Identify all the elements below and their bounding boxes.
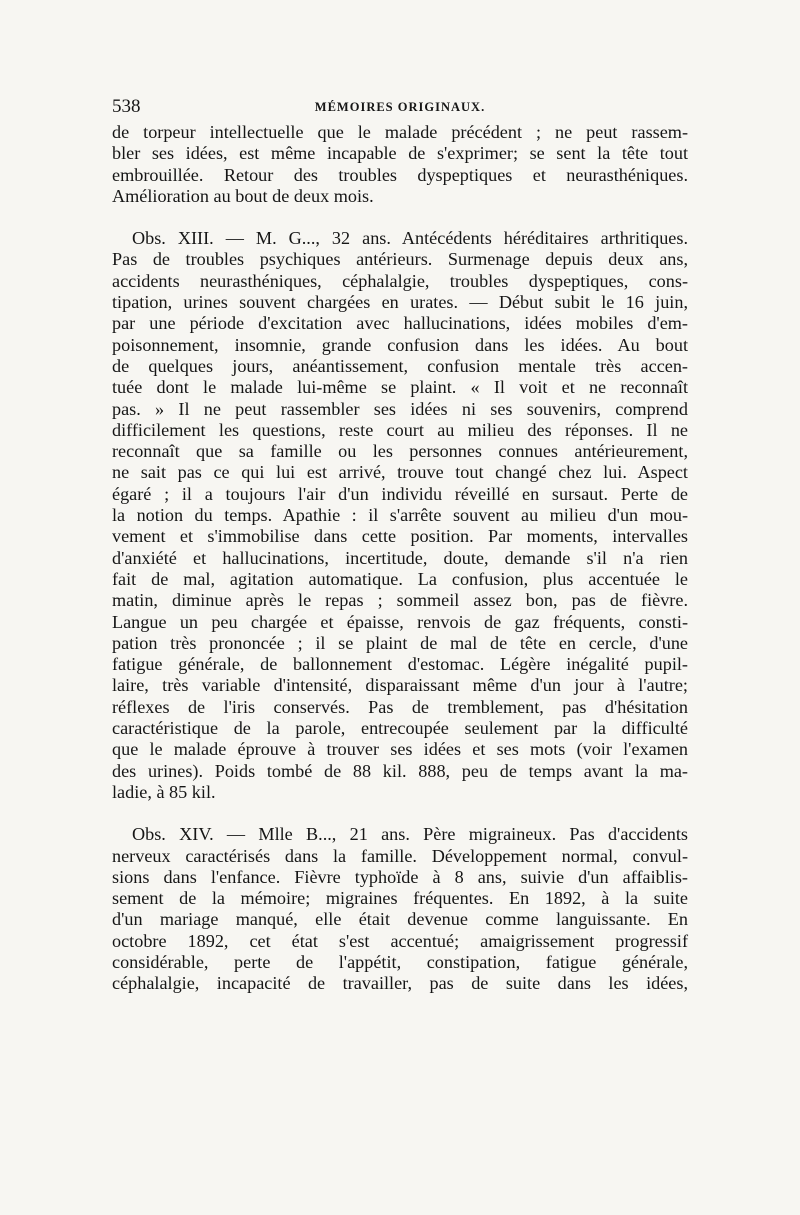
text-line: ladie, à 85 kil. bbox=[112, 781, 216, 802]
observation-xiii bbox=[112, 228, 688, 803]
text-line: tuée dont le malade lui-même se plaint. « Il voit et ne reconnaît bbox=[112, 377, 688, 398]
page-number: 538 bbox=[112, 96, 141, 117]
text-line: nerveux caractérisés dans la famille. Développement normal, convul- bbox=[112, 845, 688, 866]
text-line: reconnaît que sa famille ou les personnes connues antérieurement, bbox=[112, 441, 688, 462]
text-line: d'un mariage manqué, elle était devenue comme languissante. En bbox=[112, 909, 688, 930]
text-line: réflexes de l'iris conservés. Pas de tremblement, pas d'hésitation bbox=[112, 696, 688, 717]
running-head bbox=[112, 96, 688, 122]
text-line: poisonnement, insomnie, grande confusion dans les idées. Au bout bbox=[112, 334, 688, 355]
text-line: Obs. XIII. — M. G..., 32 ans. Antécédents héréditaires arthritiques. bbox=[132, 228, 688, 249]
text-line: tipation, urines souvent chargées en urates. — Début subit le 16 juin, bbox=[112, 292, 688, 313]
text-line: caractéristique de la parole, entrecoupée seulement par la difficulté bbox=[112, 718, 688, 739]
observation-xiv bbox=[112, 824, 688, 994]
text-line: ne sait pas ce qui lui est arrivé, trouve tout changé chez lui. Aspect bbox=[112, 462, 688, 483]
text-line: égaré ; il a toujours l'air d'un individu réveillé en sursaut. Perte de bbox=[112, 483, 688, 504]
text-line: fait de mal, agitation automatique. La confusion, plus accentuée le bbox=[112, 568, 688, 589]
running-title: MÉMOIRES ORIGINAUX. bbox=[314, 100, 486, 114]
text-line: difficilement les questions, reste court au milieu des réponses. Il ne bbox=[112, 419, 688, 440]
book-page bbox=[112, 96, 688, 995]
text-line: céphalalgie, incapacité de travailler, pas de suite dans les idées, bbox=[112, 973, 688, 994]
text-line: accidents neurasthéniques, céphalalgie, troubles dyspeptiques, cons- bbox=[112, 270, 688, 291]
text-line: que le malade éprouve à trouver ses idées et ses mots (voir l'examen bbox=[112, 739, 688, 760]
text-line: de torpeur intellectuelle que le malade précédent ; ne peut rassem- bbox=[112, 122, 688, 142]
paragraph-continuation bbox=[112, 122, 688, 207]
text-line: vement et s'immobilise dans cette position. Par moments, intervalles bbox=[112, 526, 688, 547]
text-line: des urines). Poids tombé de 88 kil. 888, peu de temps avant la ma- bbox=[112, 760, 688, 781]
text-line: fatigue générale, de ballonnement d'estomac. Légère inégalité pupil- bbox=[112, 654, 688, 675]
text-line: octobre 1892, cet état s'est accentué; amaigrissement progressif bbox=[112, 930, 688, 951]
text-line: sions dans l'enfance. Fièvre typhoïde à 8 ans, suivie d'un affaiblis- bbox=[112, 866, 688, 887]
text-line: de quelques jours, anéantissement, confusion mentale très accen- bbox=[112, 355, 688, 376]
text-line: Pas de troubles psychiques antérieurs. Surmenage depuis deux ans, bbox=[112, 249, 688, 270]
text-line: Obs. XIV. — Mlle B..., 21 ans. Père migraineux. Pas d'accidents bbox=[132, 824, 688, 845]
text-line: bler ses idées, est même incapable de s'exprimer; se sent la tête tout bbox=[112, 143, 688, 164]
text-line: considérable, perte de l'appétit, constipation, fatigue générale, bbox=[112, 951, 688, 972]
text-line: Langue un peu chargée et épaisse, renvois de gaz fréquents, consti- bbox=[112, 611, 688, 632]
text-line: pas. » Il ne peut rassembler ses idées ni ses souvenirs, comprend bbox=[112, 398, 688, 419]
text-line: la notion du temps. Apathie : il s'arrête souvent au milieu d'un mou- bbox=[112, 505, 688, 526]
text-line: d'anxiété et hallucinations, incertitude, doute, demande s'il n'a rien bbox=[112, 547, 688, 568]
text-line: embrouillée. Retour des troubles dyspeptiques et neurasthéniques. bbox=[112, 164, 688, 185]
text-line: sement de la mémoire; migraines fréquentes. En 1892, à la suite bbox=[112, 888, 688, 909]
text-line: laire, très variable d'intensité, disparaissant même d'un jour à l'autre; bbox=[112, 675, 688, 696]
text-line: Amélioration au bout de deux mois. bbox=[112, 185, 374, 206]
text-line: pation très prononcée ; il se plaint de mal de tête en cercle, d'une bbox=[112, 632, 688, 653]
text-line: par une période d'excitation avec hallucinations, idées mobiles d'em- bbox=[112, 313, 688, 334]
text-line: matin, diminue après le repas ; sommeil assez bon, pas de fièvre. bbox=[112, 590, 688, 611]
